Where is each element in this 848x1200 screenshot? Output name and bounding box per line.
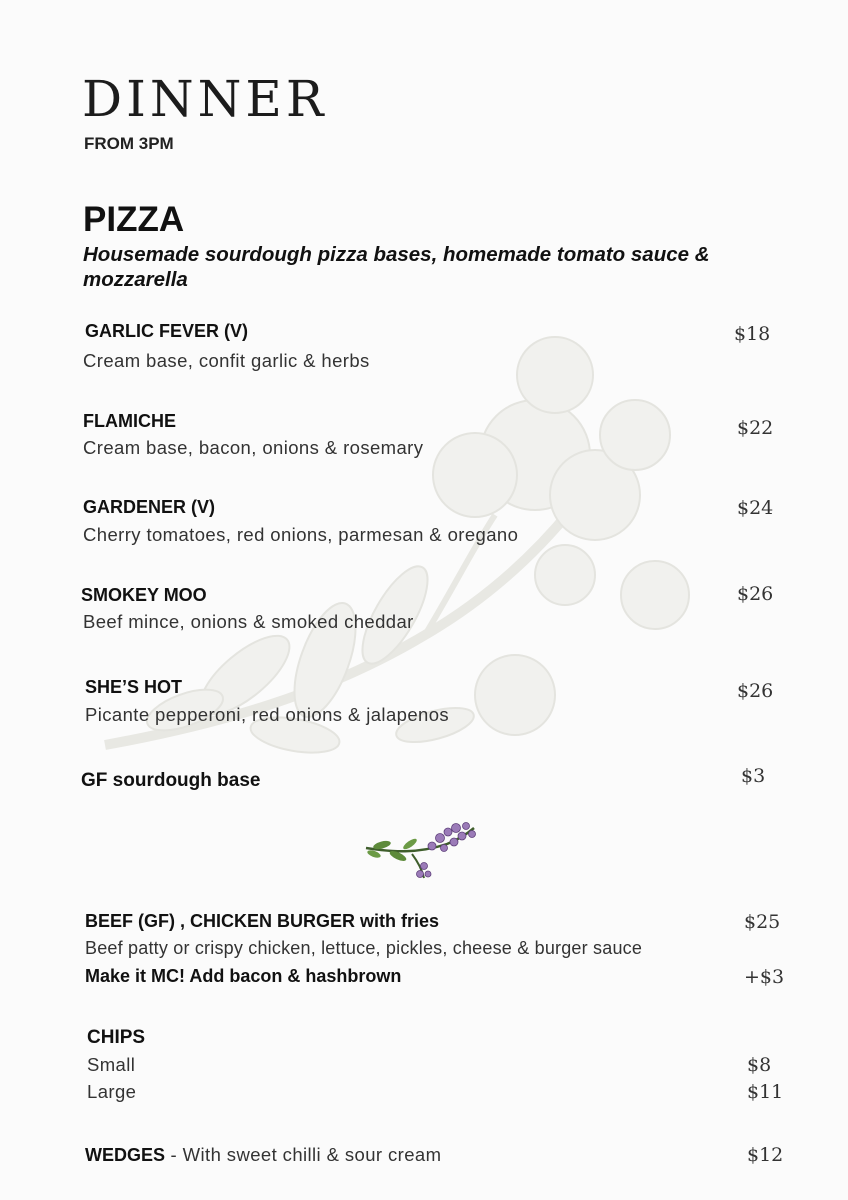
burger-price: $25	[744, 911, 781, 933]
burger-name: BEEF (GF) , CHICKEN BURGER with fries	[85, 911, 440, 931]
menu-item-description: Picante pepperoni, red onions & jalapenos	[85, 704, 450, 725]
chips-size-label: Small	[87, 1054, 136, 1075]
menu-item-price: $26	[737, 583, 774, 605]
wedges-description: - With sweet chilli & sour cream	[165, 1144, 442, 1165]
menu-item-name: GARDENER (V)	[83, 497, 216, 517]
wedges-name: WEDGES	[85, 1145, 166, 1165]
wedges-line	[85, 1144, 441, 1166]
wedges-price: $12	[747, 1144, 784, 1166]
menu-item-price: $18	[734, 323, 771, 345]
menu-item-name: GARLIC FEVER (V)	[85, 321, 249, 341]
chips-title: CHIPS	[87, 1027, 146, 1048]
gf-base-name: GF sourdough base	[81, 770, 261, 791]
menu-title: DINNER	[82, 70, 328, 128]
menu-item-price: $24	[737, 497, 774, 519]
menu-item-description: Cherry tomatoes, red onions, parmesan & oregano	[83, 524, 519, 545]
gf-base-price: $3	[741, 765, 766, 787]
menu-item-name: SMOKEY MOO	[81, 585, 207, 605]
chips-size-price: $11	[747, 1081, 784, 1103]
burger-addon-price: +$3	[744, 966, 785, 988]
menu-item-price: $22	[737, 417, 774, 439]
menu-item-description: Beef mince, onions & smoked cheddar	[83, 611, 414, 632]
burger-description: Beef patty or crispy chicken, lettuce, pickles, cheese & burger sauce	[85, 938, 643, 958]
menu-subtitle: FROM 3PM	[84, 134, 174, 153]
menu-item-price: $26	[737, 680, 774, 702]
pizza-section-description: Housemade sourdough pizza bases, homemade tomato sauce & mozzarella	[83, 243, 710, 291]
burger-addon: Make it MC! Add bacon & hashbrown	[85, 966, 402, 986]
menu-item-description: Cream base, confit garlic & herbs	[83, 350, 370, 371]
chips-size-label: Large	[87, 1081, 137, 1102]
chips-size-price: $8	[747, 1054, 772, 1076]
menu-item-name: SHE’S HOT	[85, 677, 183, 697]
menu-item-name: FLAMICHE	[83, 411, 176, 431]
menu-item-description: Cream base, bacon, onions & rosemary	[83, 437, 424, 458]
pizza-section-title: PIZZA	[83, 200, 185, 239]
lavender-sprig-icon	[362, 818, 482, 883]
